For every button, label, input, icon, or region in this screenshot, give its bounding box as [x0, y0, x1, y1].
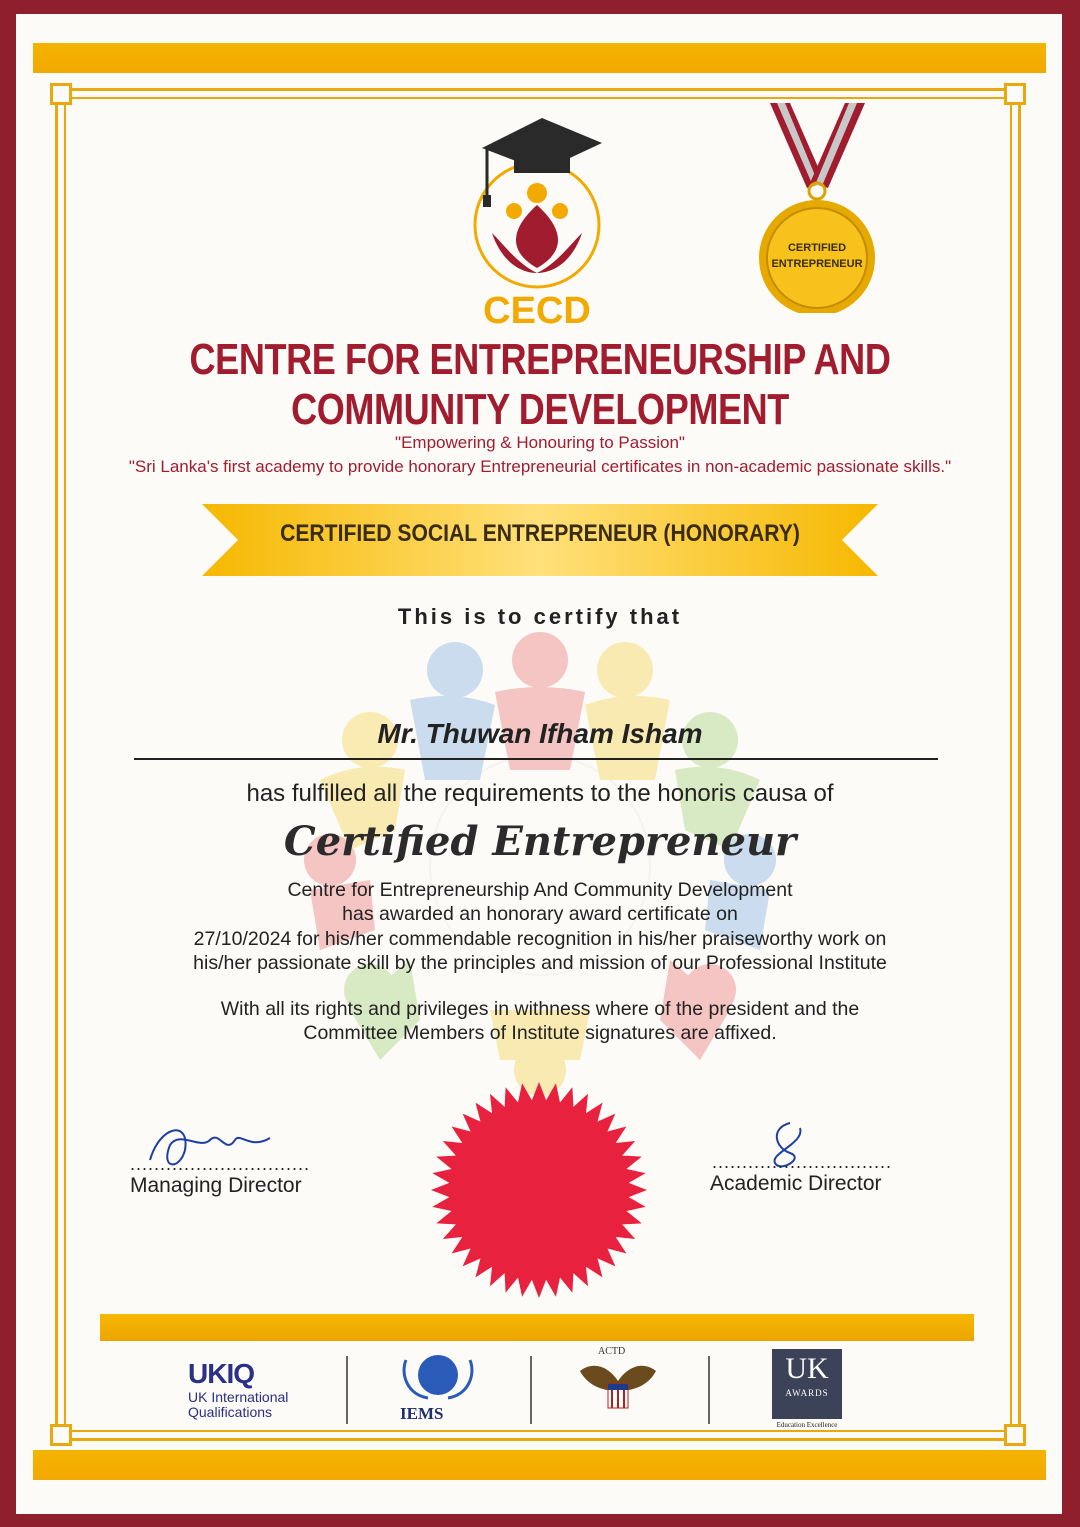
actd-eagle-icon [578, 1346, 658, 1421]
body-line: 27/10/2024 for his/her commendable recognition in his/her praiseworthy work on [193, 928, 887, 950]
logo-divider [708, 1356, 710, 1424]
org-name-line1: CENTRE FOR ENTREPRENEURSHIP AND [189, 335, 891, 384]
logo-divider [346, 1356, 348, 1424]
fulfilled-text: has fulfilled all the requirements to the honoris causa of [246, 780, 834, 807]
body-line: his/her passionate skill by the principles and mission of our Professional Institute [193, 952, 887, 974]
logo-divider [530, 1356, 532, 1424]
award-title: Certified Entrepreneur [283, 818, 797, 865]
iems-logo-text: IEMS [400, 1404, 444, 1423]
left-signature-line: .............................. [130, 1154, 311, 1174]
corner-ornament [1004, 83, 1026, 105]
medal-line1: CERTIFIED [787, 242, 847, 254]
org-description: "Sri Lanka's first academy to provide honorary Entrepreneurial certificates in non-academic passionate skills." [128, 457, 952, 476]
ukiq-logo [188, 1390, 288, 1420]
iems-emblem-icon [398, 1350, 478, 1400]
body-line: has awarded an honorary award certificate on [342, 903, 738, 925]
certify-intro: This is to certify that [397, 604, 683, 629]
top-gold-band [33, 43, 1046, 73]
tagline: "Empowering & Honouring to Passion" [395, 433, 685, 452]
uk-awards-label: AWARDS [785, 1388, 829, 1398]
actd-logo-text: ACTD [598, 1346, 626, 1357]
accreditation-band [100, 1314, 974, 1341]
right-signature-line: .............................. [712, 1152, 893, 1172]
medal-line2: ENTREPRENEUR [771, 258, 863, 270]
ribbon-title: CERTIFIED SOCIAL ENTREPRENEUR (HONORARY) [280, 520, 800, 547]
name-underline [134, 758, 938, 760]
managing-director-label: Managing Director [130, 1174, 302, 1197]
cecd-logo [462, 113, 612, 335]
uk-awards-logo [772, 1349, 842, 1419]
uk-awards-mark: UK [785, 1352, 829, 1385]
uk-awards-sub: Education Excellence [776, 1421, 838, 1429]
logo-acronym: CECD [483, 290, 591, 332]
red-seal [424, 1080, 654, 1300]
corner-ornament [50, 83, 72, 105]
bottom-gold-band [33, 1450, 1046, 1480]
recipient-name: Mr. Thuwan Ifham Isham [377, 718, 703, 749]
body-line: Committee Members of Institute signatures are affixed. [303, 1022, 777, 1044]
certified-entrepreneur-medal [745, 103, 890, 313]
corner-ornament [50, 1424, 72, 1446]
corner-ornament [1004, 1424, 1026, 1446]
ukiq-mark: UKIQ [188, 1358, 254, 1389]
ukiq-line2: Qualifications [188, 1404, 273, 1420]
ukiq-line1: UK International [188, 1389, 289, 1405]
org-name-line2: COMMUNITY DEVELOPMENT [291, 385, 789, 434]
body-line: Centre for Entrepreneurship And Community Development [287, 879, 793, 901]
body-line: With all its rights and privileges in withness where of the president and the [220, 998, 860, 1020]
academic-director-label: Academic Director [710, 1172, 882, 1195]
